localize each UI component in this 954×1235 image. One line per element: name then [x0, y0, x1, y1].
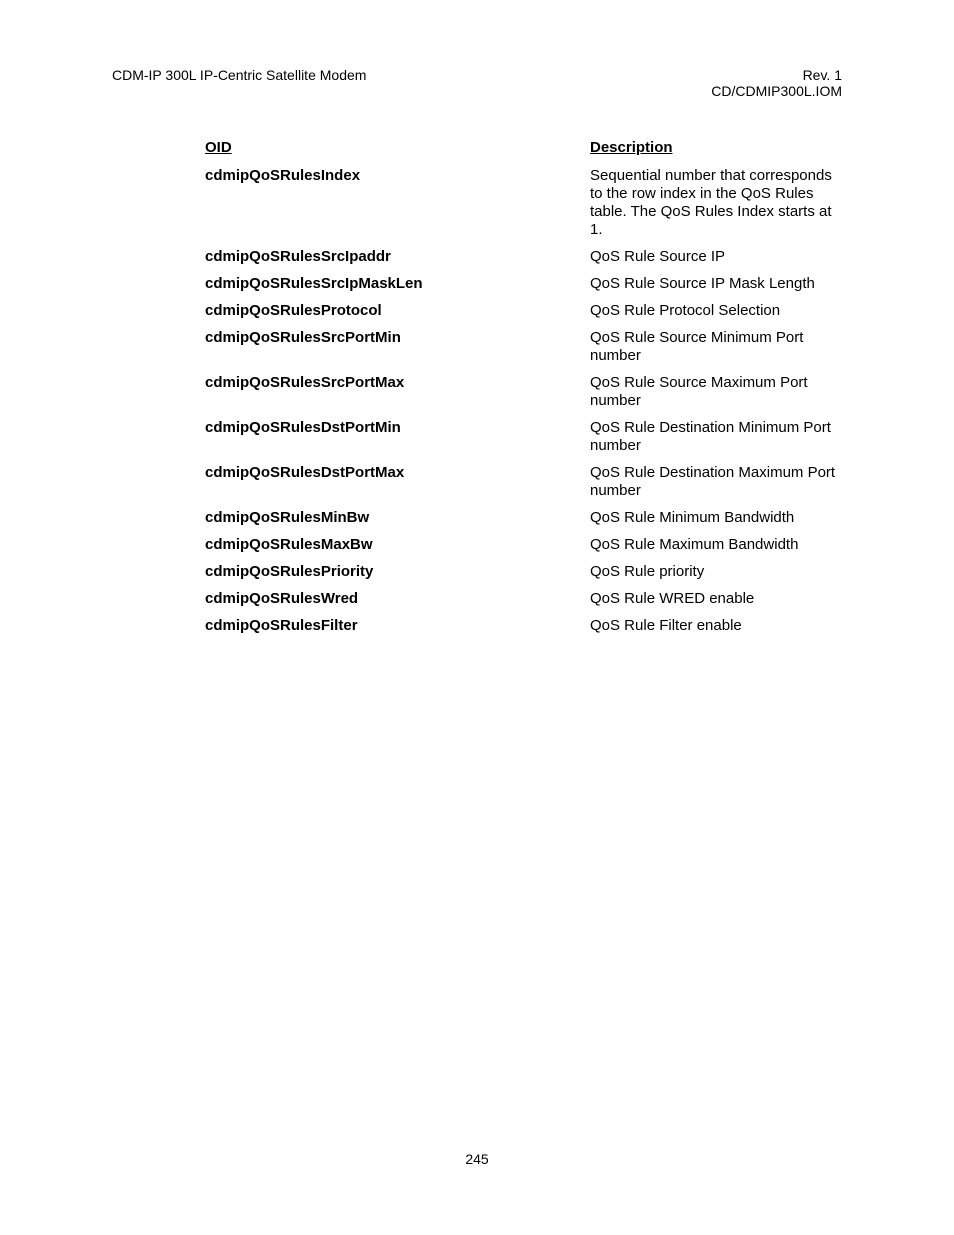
table-row	[205, 563, 845, 581]
description-cell: QoS Rule Filter enable	[590, 617, 742, 634]
oid-table	[205, 139, 845, 644]
description-cell: QoS Rule Maximum Bandwidth	[590, 536, 799, 553]
table-row	[205, 590, 845, 608]
oid-cell: cdmipQoSRulesWred	[205, 590, 359, 607]
oid-cell: cdmipQoSRulesMaxBw	[205, 536, 373, 553]
oid-cell: cdmipQoSRulesFilter	[205, 617, 358, 634]
table-row	[205, 302, 845, 320]
oid-cell: cdmipQoSRulesSrcPortMin	[205, 329, 401, 346]
page-number: 245	[465, 1151, 489, 1167]
description-cell: QoS Rule Source Maximum Port number	[590, 374, 808, 409]
table-row	[205, 617, 845, 635]
table-row	[205, 275, 845, 293]
table-header-row	[205, 139, 845, 157]
description-cell: QoS Rule Destination Maximum Port number	[590, 464, 836, 499]
revision-label: Rev. 1	[802, 67, 842, 83]
description-column-header: Description	[590, 139, 673, 156]
oid-cell: cdmipQoSRulesSrcIpMaskLen	[205, 275, 423, 292]
table-row	[205, 167, 845, 239]
description-cell: QoS Rule Protocol Selection	[590, 302, 781, 319]
oid-cell: cdmipQoSRulesIndex	[205, 167, 361, 184]
table-row	[205, 248, 845, 266]
description-cell: QoS Rule WRED enable	[590, 590, 755, 607]
oid-cell: cdmipQoSRulesPriority	[205, 563, 374, 580]
description-cell: QoS Rule Source Minimum Port number	[590, 329, 804, 364]
document-title: CDM-IP 300L IP-Centric Satellite Modem	[112, 67, 367, 83]
oid-cell: cdmipQoSRulesProtocol	[205, 302, 382, 319]
table-row	[205, 374, 845, 410]
oid-column-header: OID	[205, 139, 232, 156]
table-row	[205, 419, 845, 455]
document-revision-block	[711, 67, 842, 99]
oid-cell: cdmipQoSRulesSrcPortMax	[205, 374, 405, 391]
description-cell: QoS Rule Source IP Mask Length	[590, 275, 815, 292]
table-row	[205, 536, 845, 554]
table-row	[205, 329, 845, 365]
description-cell: QoS Rule Minimum Bandwidth	[590, 509, 795, 526]
oid-cell: cdmipQoSRulesDstPortMax	[205, 464, 405, 481]
table-row	[205, 509, 845, 527]
description-cell: Sequential number that corresponds to the row index in the QoS Rules table. The QoS Rules Index starts at 1.	[590, 167, 832, 238]
oid-cell: cdmipQoSRulesDstPortMin	[205, 419, 401, 436]
oid-cell: cdmipQoSRulesMinBw	[205, 509, 370, 526]
table-row	[205, 464, 845, 500]
document-code: CD/CDMIP300L.IOM	[711, 83, 842, 99]
oid-cell: cdmipQoSRulesSrcIpaddr	[205, 248, 391, 265]
description-cell: QoS Rule priority	[590, 563, 705, 580]
description-cell: QoS Rule Source IP	[590, 248, 726, 265]
description-cell: QoS Rule Destination Minimum Port number	[590, 419, 831, 454]
